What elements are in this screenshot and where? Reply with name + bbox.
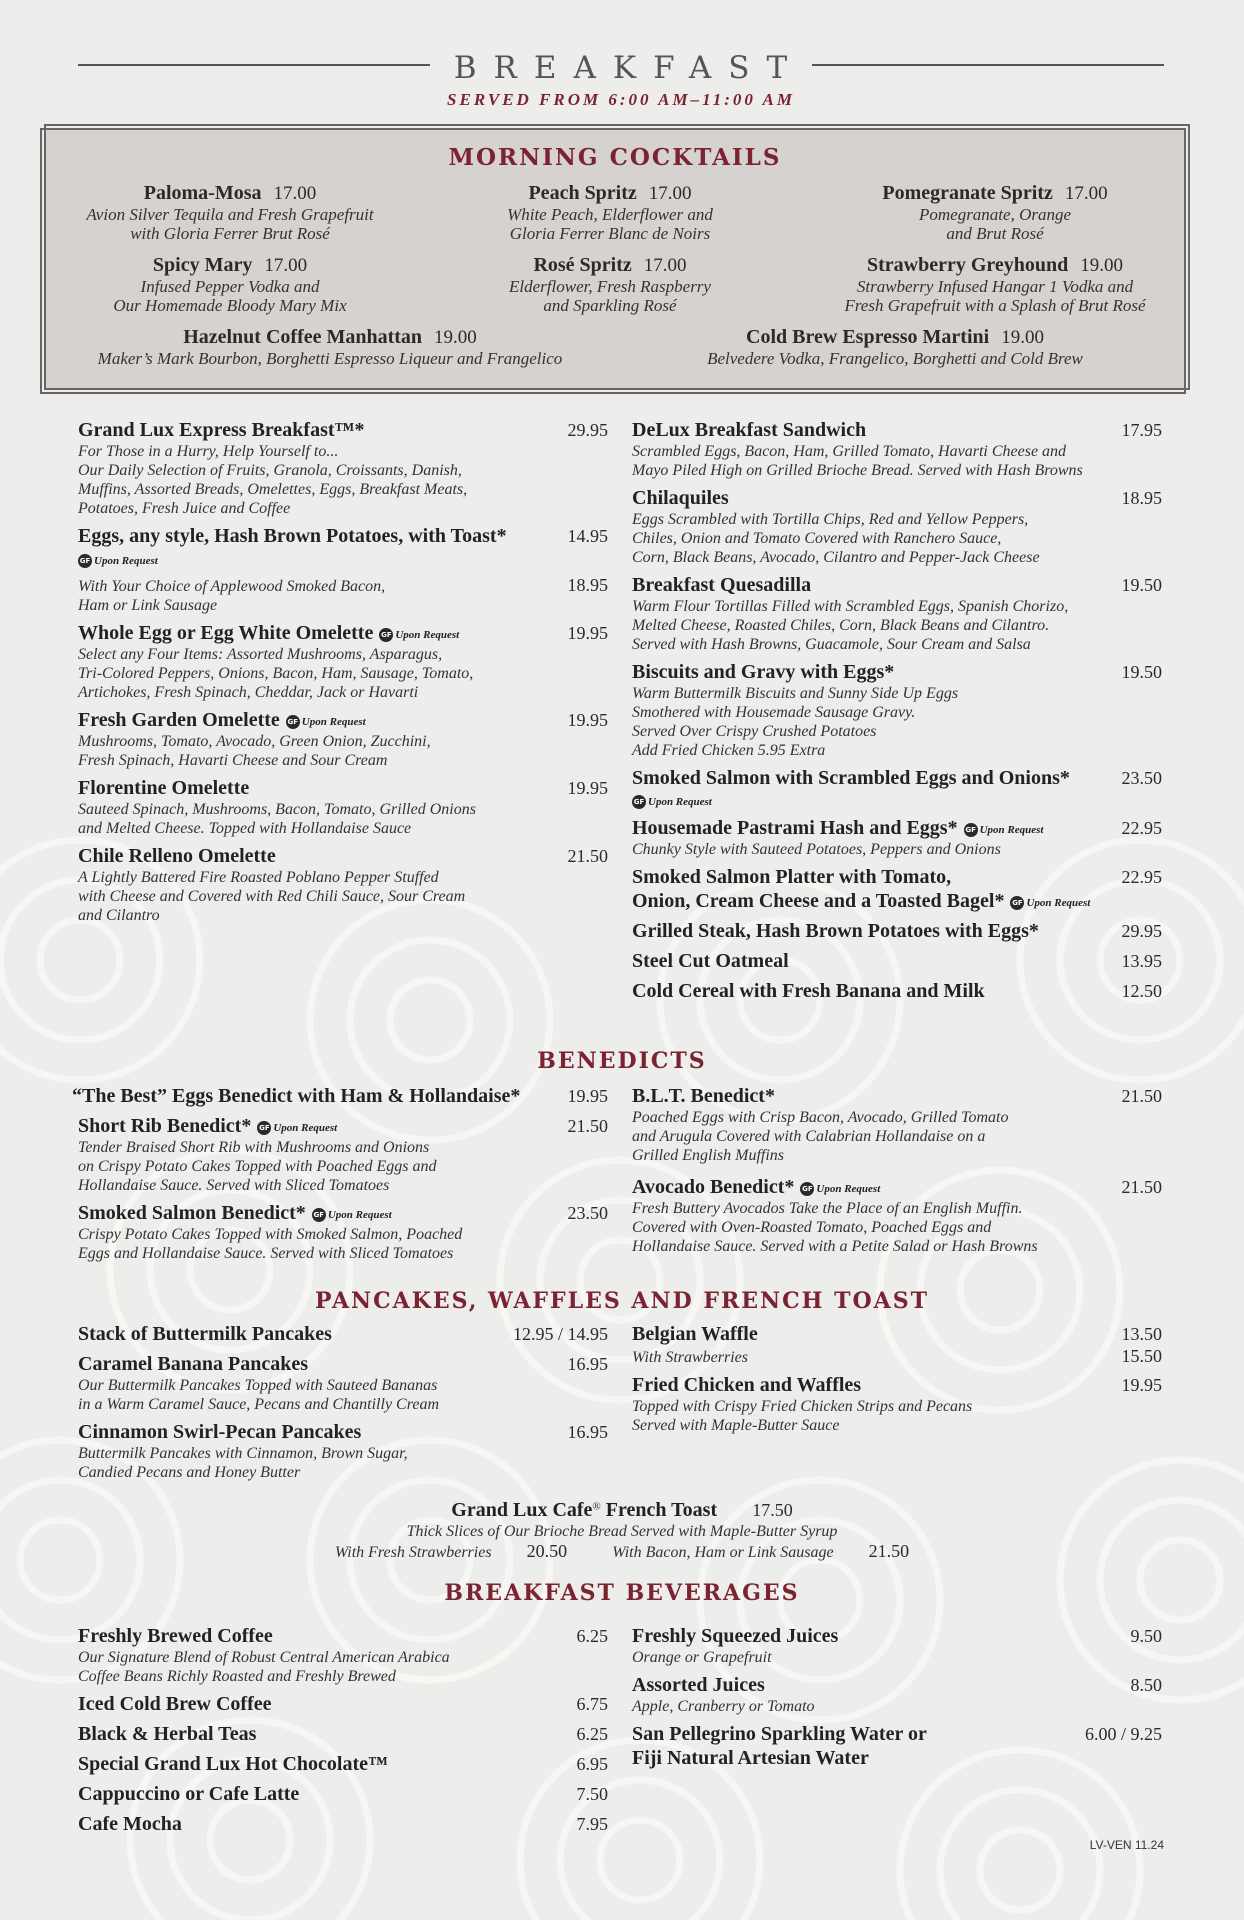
item-desc: Tender Braised Short Rib with Mushrooms and Onions [78,1139,430,1156]
cocktail-item [800,254,1190,315]
benedicts-right-column [632,1084,1162,1262]
benedicts-title: BENEDICTS [537,1048,707,1074]
item-desc: Hollandaise Sauce. Served with a Petite Salad or Hash Browns [632,1238,1038,1255]
item-desc: Potatoes, Fresh Juice and Coffee [78,500,291,517]
header-rule-left [78,64,434,66]
menu-item [78,1782,608,1806]
item-price: 22.95 [1121,818,1162,838]
item-price: 17.95 [1121,420,1162,440]
menu-item [78,621,608,702]
item-desc: Artichokes, Fresh Spinach, Cheddar, Jack or Havarti [78,684,419,701]
menu-item [632,1722,1162,1770]
gf-upon-request: Upon Request [94,554,158,567]
item-name: Grand Lux Express Breakfast™* [78,419,365,441]
breakfast-left-column [78,418,608,931]
menu-item [78,1114,608,1195]
item-desc: and Melted Cheese. Topped with Hollandaise Sauce [78,820,412,837]
cocktail-desc: Our Homemade Bloody Mary Mix [113,296,347,315]
pancakes-left-column [78,1322,608,1488]
gf-icon: GF [1010,896,1024,910]
item-name: Grand Lux Cafe [451,1499,593,1521]
cocktail-item [430,254,790,315]
menu-item [632,1624,1162,1667]
item-desc: Grilled English Muffins [632,1147,784,1164]
item-price: 8.50 [1130,1675,1162,1695]
item-price: 13.95 [1121,951,1162,971]
item-desc: Coffee Beans Richly Roasted and Freshly Brewed [78,1668,396,1685]
item-desc: Served with Maple-Butter Sauce [632,1417,840,1434]
menu-item [72,1084,608,1108]
item-desc: Our Daily Selection of Fruits, Granola, Croissants, Danish, [78,462,462,479]
cocktail-name: Peach Spritz [528,182,637,204]
gf-upon-request: Upon Request [1026,896,1091,909]
item-name: Cinnamon Swirl-Pecan Pancakes [78,1421,362,1443]
item-desc: Candied Pecans and Honey Butter [78,1464,301,1481]
cocktail-name: Hazelnut Coffee Manhattan [183,326,423,348]
item-desc: For Those in a Hurry, Help Yourself to... [78,443,339,460]
menu-item [78,1692,608,1716]
item-desc: Sauteed Spinach, Mushrooms, Bacon, Tomato, Grilled Onions [78,801,476,818]
item-name: Avocado Benedict* [632,1176,795,1198]
menu-item [78,1322,608,1346]
item-desc: Chiles, Onion and Tomato Covered with Ranchero Sauce, [632,530,1002,547]
item-desc: Hollandaise Sauce. Served with Sliced Tomatoes [78,1177,390,1194]
item-desc: Warm Buttermilk Biscuits and Sunny Side Up Eggs [632,685,959,702]
gf-icon: GF [312,1208,326,1222]
cocktail-name: Pomegranate Spritz [882,182,1053,204]
item-desc: Thick Slices of Our Brioche Bread Served with Maple-Butter Syrup [406,1523,838,1540]
gf-icon: GF [286,715,300,729]
item-price: 18.95 [567,575,608,595]
menu-item [632,573,1162,654]
item-price: 16.95 [567,1354,608,1374]
item-price: 22.95 [1121,867,1162,887]
item-name: Fried Chicken and Waffles [632,1374,862,1396]
menu-item [78,1201,608,1263]
item-price: 16.95 [567,1422,608,1442]
cocktail-desc: Gloria Ferrer Blanc de Noirs [509,224,711,243]
menu-item [632,486,1162,567]
french-toast-item [0,1498,1244,1562]
cocktail-item [430,182,790,243]
cocktail-desc: Infused Pepper Vodka and [140,277,320,296]
item-name: Cold Cereal with Fresh Banana and Milk [632,980,985,1002]
cocktails-title: MORNING COCKTAILS [448,144,782,171]
item-desc: Fresh Buttery Avocados Take the Place of an English Muffin. [632,1200,1023,1217]
item-name: Florentine Omelette [78,777,250,799]
morning-cocktails-box [40,124,1190,394]
item-name: B.L.T. Benedict* [632,1085,775,1107]
cocktail-price: 17.00 [1064,183,1108,204]
item-name: Smoked Salmon Benedict* [78,1202,306,1224]
gluten-free-badge [632,795,712,809]
cocktail-item [630,326,1160,368]
cocktail-price: 17.00 [648,183,692,204]
item-name: Special Grand Lux Hot Chocolate™ [78,1753,389,1775]
item-name: Iced Cold Brew Coffee [78,1693,272,1715]
menu-item [632,865,1162,913]
item-price: 7.50 [576,1784,608,1804]
option-price: 20.50 [526,1541,568,1561]
item-name: Stack of Buttermilk Pancakes [78,1323,332,1345]
item-name: Cafe Mocha [78,1813,182,1835]
cocktail-item [50,326,610,368]
item-price: 19.95 [567,778,608,798]
menu-item [78,524,608,615]
cocktail-price: 17.00 [643,255,687,276]
item-name: “The Best” Eggs Benedict with Ham & Hollandaise* [72,1085,521,1107]
menu-item [632,660,1162,760]
menu-item [78,1722,608,1746]
item-price: 14.95 [567,526,608,546]
beverages-title: BREAKFAST BEVERAGES [444,1580,800,1606]
cocktail-desc: Fresh Grapefruit with a Splash of Brut Rosé [844,296,1146,315]
registered-mark: ® [592,1500,601,1513]
item-desc: Fresh Spinach, Havarti Cheese and Sour Cream [78,752,388,769]
item-price: 19.95 [567,623,608,643]
item-name: San Pellegrino Sparkling Water or [632,1723,927,1745]
item-price: 6.25 [576,1724,608,1744]
item-price: 29.95 [1121,921,1162,941]
gf-upon-request: Upon Request [301,715,366,728]
item-desc: Smothered with Housemade Sausage Gravy. [632,704,916,721]
item-desc: Covered with Oven-Roasted Tomato, Poached Eggs and [632,1219,992,1236]
item-price: 15.50 [1121,1346,1162,1366]
item-desc: Warm Flour Tortillas Filled with Scrambled Eggs, Spanish Chorizo, [632,598,1069,615]
gf-icon: GF [800,1182,814,1196]
cocktail-name: Paloma-Mosa [143,182,262,204]
cocktail-desc: Maker’s Mark Bourbon, Borghetti Espresso Liqueur and Frangelico [97,349,563,368]
menu-version-code: LV-VEN 11.24 [1089,1838,1164,1852]
header-rule-right [808,64,1164,66]
item-desc: Our Buttermilk Pancakes Topped with Sauteed Bananas [78,1377,438,1394]
menu-item [78,1420,608,1482]
item-price: 23.50 [1121,768,1162,788]
cocktail-item [50,254,410,315]
item-name: Belgian Waffle [632,1323,758,1345]
item-name: DeLux Breakfast Sandwich [632,419,867,441]
item-desc: and Arugula Covered with Calabrian Hollandaise on a [632,1128,986,1145]
option-price: 21.50 [868,1541,910,1561]
gf-icon: GF [257,1121,271,1135]
item-price: 19.50 [1121,662,1162,682]
gluten-free-badge [78,554,158,568]
item-desc: Served Over Crispy Crushed Potatoes [632,723,877,740]
item-desc: Crispy Potato Cakes Topped with Smoked Salmon, Poached [78,1226,463,1243]
item-price: 17.50 [752,1500,793,1520]
pancakes-right-column [632,1322,1162,1441]
cocktail-name: Cold Brew Espresso Martini [746,326,990,348]
item-price: 19.95 [1121,1375,1162,1395]
item-price: 21.50 [567,1116,608,1136]
item-price: 6.75 [576,1694,608,1714]
item-desc: Corn, Black Beans, Avocado, Cilantro and Pepper-Jack Cheese [632,549,1040,566]
breakfast-header [78,50,1164,110]
menu-item [632,1175,1162,1256]
item-name: Housemade Pastrami Hash and Eggs* [632,817,958,839]
item-name: Smoked Salmon Platter with Tomato, [632,866,952,888]
item-price: 19.95 [567,710,608,730]
gf-icon: GF [964,823,978,837]
gf-upon-request: Upon Request [395,628,460,641]
gf-upon-request: Upon Request [979,823,1044,836]
menu-item [632,919,1162,943]
item-price: 29.95 [567,420,608,440]
benedicts-left-column [72,1084,608,1269]
item-desc: and Cilantro [78,907,160,924]
menu-item [632,766,1162,810]
beverages-right-column [632,1624,1162,1776]
item-desc: with Cheese and Covered with Red Chili Sauce, Sour Cream [78,888,466,905]
item-name: Chilaquiles [632,487,729,509]
menu-item [632,1673,1162,1716]
gluten-free-badge [964,823,1044,837]
cocktail-price: 17.00 [273,183,317,204]
item-desc: Melted Cheese, Roasted Chiles, Corn, Black Beans and Cilantro. [632,617,1050,634]
gluten-free-badge [312,1208,392,1222]
item-desc: With Strawberries [632,1349,749,1366]
item-price: 21.50 [1121,1177,1162,1197]
item-desc: Tri-Colored Peppers, Onions, Bacon, Ham, Sausage, Tomato, [78,665,474,682]
item-desc: Chunky Style with Sauteed Potatoes, Peppers and Onions [632,841,1001,858]
item-desc: Add Fried Chicken 5.95 Extra [632,742,826,759]
item-name: Freshly Squeezed Juices [632,1625,839,1647]
gf-upon-request: Upon Request [327,1208,392,1221]
cocktail-desc: White Peach, Elderflower and [507,205,713,224]
item-name: Smoked Salmon with Scrambled Eggs and Onions* [632,767,1070,789]
item-name: Eggs, any style, Hash Brown Potatoes, with Toast* [78,525,507,547]
gluten-free-badge [800,1182,880,1196]
item-price: 19.50 [1121,575,1162,595]
item-desc: Buttermilk Pancakes with Cinnamon, Brown Sugar, [78,1445,408,1462]
cocktail-desc: with Gloria Ferrer Brut Rosé [130,224,330,243]
cocktail-item [50,182,410,243]
item-desc: Topped with Crispy Fried Chicken Strips and Pecans [632,1398,973,1415]
item-name: Assorted Juices [632,1674,765,1696]
menu-item [632,1084,1162,1165]
cocktail-price: 17.00 [264,255,308,276]
item-name: Short Rib Benedict* [78,1115,252,1137]
item-price: 6.25 [576,1626,608,1646]
item-name-line2: Fiji Natural Artesian Water [632,1747,869,1769]
item-price: 21.50 [1121,1086,1162,1106]
breakfast-right-column [632,418,1162,1009]
item-price: 21.50 [567,846,608,866]
menu-item [78,708,608,770]
item-price: 23.50 [567,1203,608,1223]
menu-item [632,1373,1162,1435]
item-desc: Served with Hash Browns, Guacamole, Sour Cream and Salsa [632,636,1031,653]
item-desc: Muffins, Assorted Breads, Omelettes, Eggs, Breakfast Meats, [78,481,468,498]
item-name: Steel Cut Oatmeal [632,950,789,972]
cocktail-desc: and Sparkling Rosé [543,296,677,315]
item-name: Caramel Banana Pancakes [78,1353,308,1375]
menu-item [632,1322,1162,1367]
item-price: 6.00 / 9.25 [1084,1724,1162,1744]
item-name-line2: Onion, Cream Cheese and a Toasted Bagel* [632,890,1005,912]
gf-icon: GF [78,554,92,568]
cocktail-desc: Pomegranate, Orange [918,205,1072,224]
item-name: Whole Egg or Egg White Omelette [78,622,374,644]
item-name: Grilled Steak, Hash Brown Potatoes with Eggs* [632,920,1039,942]
gluten-free-badge [1010,896,1090,910]
gluten-free-badge [379,628,459,642]
menu-item [78,1752,608,1776]
item-name: Fresh Garden Omelette [78,709,280,731]
menu-item [632,816,1162,859]
gf-icon: GF [632,795,646,809]
item-name: Breakfast Quesadilla [632,574,812,596]
gf-upon-request: Upon Request [648,795,712,808]
cocktail-desc: Elderflower, Fresh Raspberry [509,277,711,296]
gf-upon-request: Upon Request [816,1182,881,1195]
cocktail-price: 19.00 [1080,255,1124,276]
menu-item [78,1352,608,1414]
item-desc: Mayo Piled High on Grilled Brioche Bread. Served with Hash Browns [632,462,1083,479]
cocktail-price: 19.00 [1001,327,1044,348]
item-desc: Ham or Link Sausage [78,597,218,614]
gluten-free-badge [286,715,366,729]
item-price: 7.95 [576,1814,608,1834]
item-price: 12.95 / 14.95 [512,1324,608,1344]
cocktail-desc: Avion Silver Tequila and Fresh Grapefruit [86,205,374,224]
page-title: BREAKFAST [430,50,812,86]
gf-icon: GF [379,628,393,642]
item-desc: Orange or Grapefruit [632,1649,772,1666]
gf-upon-request: Upon Request [273,1121,338,1134]
item-name: Black & Herbal Teas [78,1723,257,1745]
menu-item [632,979,1162,1003]
item-desc: With Your Choice of Applewood Smoked Bacon, [78,578,386,595]
item-price: 19.95 [567,1086,608,1106]
cocktail-name: Strawberry Greyhound [866,254,1069,276]
item-desc: on Crispy Potato Cakes Topped with Poached Eggs and [78,1158,437,1175]
cocktail-desc: Belvedere Vodka, Frangelico, Borghetti and Cold Brew [707,349,1083,368]
item-price: 18.95 [1121,488,1162,508]
menu-item [632,418,1162,480]
menu-item [78,1812,608,1836]
menu-item [632,949,1162,973]
item-desc: Apple, Cranberry or Tomato [632,1698,815,1715]
item-price: 6.95 [576,1754,608,1774]
item-desc: Eggs and Hollandaise Sauce. Served with Sliced Tomatoes [78,1245,454,1262]
cocktail-desc: and Brut Rosé [946,224,1044,243]
item-name-rest: French Toast [600,1499,718,1521]
item-desc: Our Signature Blend of Robust Central American Arabica [78,1649,450,1666]
item-name: Freshly Brewed Coffee [78,1625,273,1647]
cocktail-price: 19.00 [434,327,477,348]
gluten-free-badge [257,1121,337,1135]
cocktail-desc: Strawberry Infused Hangar 1 Vodka and [856,277,1134,296]
item-desc: Scrambled Eggs, Bacon, Ham, Grilled Tomato, Havarti Cheese and [632,443,1067,460]
option-label: With Fresh Strawberries [334,1544,492,1561]
option-label: With Bacon, Ham or Link Sausage [612,1544,834,1561]
item-name: Cappuccino or Cafe Latte [78,1783,300,1805]
item-desc: in a Warm Caramel Sauce, Pecans and Chantilly Cream [78,1396,440,1413]
menu-item [78,776,608,838]
pancakes-title: PANCAKES, WAFFLES AND FRENCH TOAST [315,1288,929,1314]
menu-item [78,1624,608,1686]
item-desc: Mushrooms, Tomato, Avocado, Green Onion, Zucchini, [78,733,431,750]
item-price: 9.50 [1130,1626,1162,1646]
item-desc: A Lightly Battered Fire Roasted Poblano Pepper Stuffed [78,869,439,886]
beverages-left-column [78,1624,608,1842]
item-desc: Select any Four Items: Assorted Mushrooms, Asparagus, [78,646,443,663]
cocktail-item [810,182,1180,243]
page-subtitle: SERVED FROM 6:00 AM–11:00 AM [447,90,795,109]
item-name: Chile Relleno Omelette [78,845,276,867]
menu-item [78,844,608,925]
item-price: 12.50 [1121,981,1162,1001]
cocktail-name: Rosé Spritz [533,254,632,276]
item-name: Biscuits and Gravy with Eggs* [632,661,895,683]
cocktail-name: Spicy Mary [152,254,253,276]
menu-item [78,418,608,518]
item-desc: Eggs Scrambled with Tortilla Chips, Red and Yellow Peppers, [632,511,1029,528]
item-desc: Poached Eggs with Crisp Bacon, Avocado, Grilled Tomato [632,1109,1009,1126]
item-price: 13.50 [1121,1324,1162,1344]
